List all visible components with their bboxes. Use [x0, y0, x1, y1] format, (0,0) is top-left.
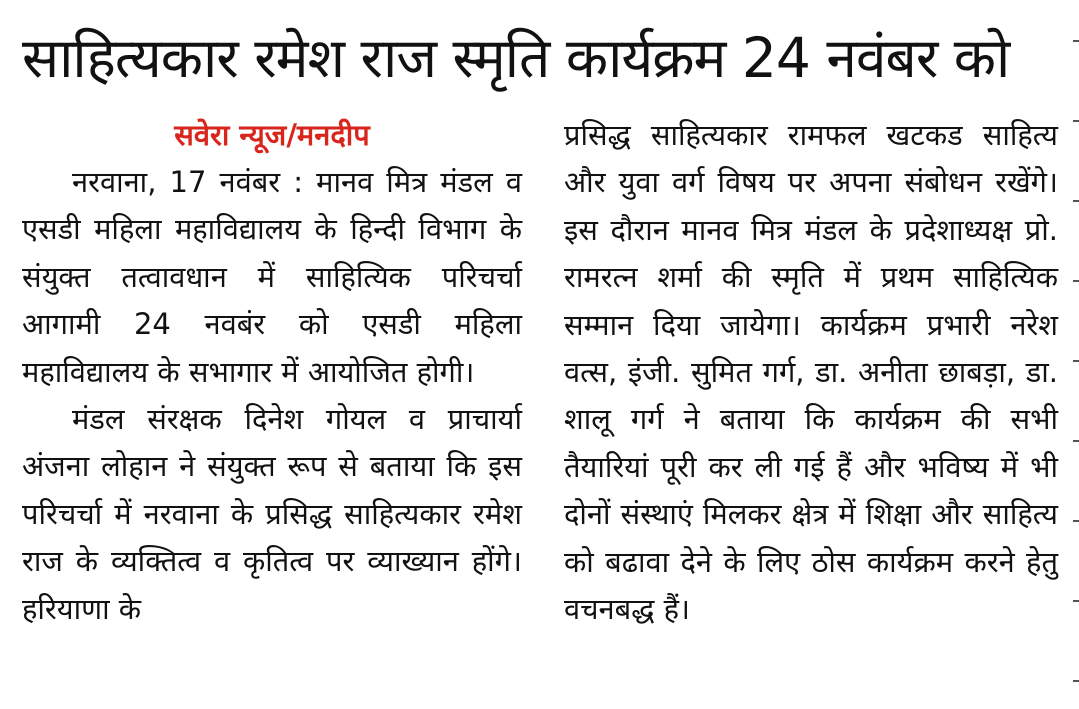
byline: सवेरा न्यूज/मनदीप [174, 118, 370, 152]
article-column-left [22, 112, 522, 633]
ruler-tick [1073, 440, 1079, 442]
ruler-tick [1073, 40, 1079, 42]
ruler-tick [1073, 680, 1079, 682]
article-paragraph-3: प्रसिद्ध साहित्यकार रामफल खटकड साहित्य और युवा वर्ग विषय पर अपना संबोधन रखेंगे। इस दौरान मानव मित्र मंडल के प्रदेशाध्यक्ष प्रो. रामरत्न शर्मा की स्मृति में प्रथम साहित्यिक सम्मान दिया जायेगा। कार्यक्रम प्रभारी नरेश वत्स, इंजी. सुमित गर्ग, डा. अनीता छाबड़ा, डा. शालू गर्ग ने बताया कि कार्यक्रम की सभी तैयारियां पूरी कर ली गई हैं और भविष्य में भी दोनों संस्थाएं मिलकर क्षेत्र में शिक्षा और साहित्य को बढावा देने के लिए ठोस कार्यक्रम करने हेतु वचनबद्ध हैं। [564, 118, 1058, 627]
page-edge-ruler [1065, 0, 1079, 709]
article-paragraph-2: मंडल संरक्षक दिनेश गोयल व प्राचार्या अंजना लोहान ने संयुक्त रूप से बताया कि इस परिचर्चा में नरवाना के प्रसिद्ध साहित्यकार रमेश राज के व्यक्तित्व व कृतित्व पर व्याख्यान होंगे। हरियाणा के [22, 402, 522, 626]
ruler-tick [1073, 520, 1079, 522]
headline: साहित्यकार रमेश राज स्मृति कार्यक्रम 24 नवंबर को [22, 26, 1010, 90]
article-column-right [564, 112, 1058, 633]
article-paragraph-1: नरवाना, 17 नवंबर : मानव मित्र मंडल व एसडी महिला महाविद्यालय के हिन्दी विभाग के संयुक्त तत्वावधान में साहित्यिक परिचर्चा आगामी 24 नवबंर को एसडी महिला महाविद्यालय के सभागार में आयोजित होगी। [22, 165, 522, 389]
ruler-tick [1073, 280, 1079, 282]
ruler-tick [1073, 120, 1079, 122]
ruler-tick [1073, 600, 1079, 602]
ruler-tick [1073, 200, 1079, 202]
ruler-tick [1073, 360, 1079, 362]
